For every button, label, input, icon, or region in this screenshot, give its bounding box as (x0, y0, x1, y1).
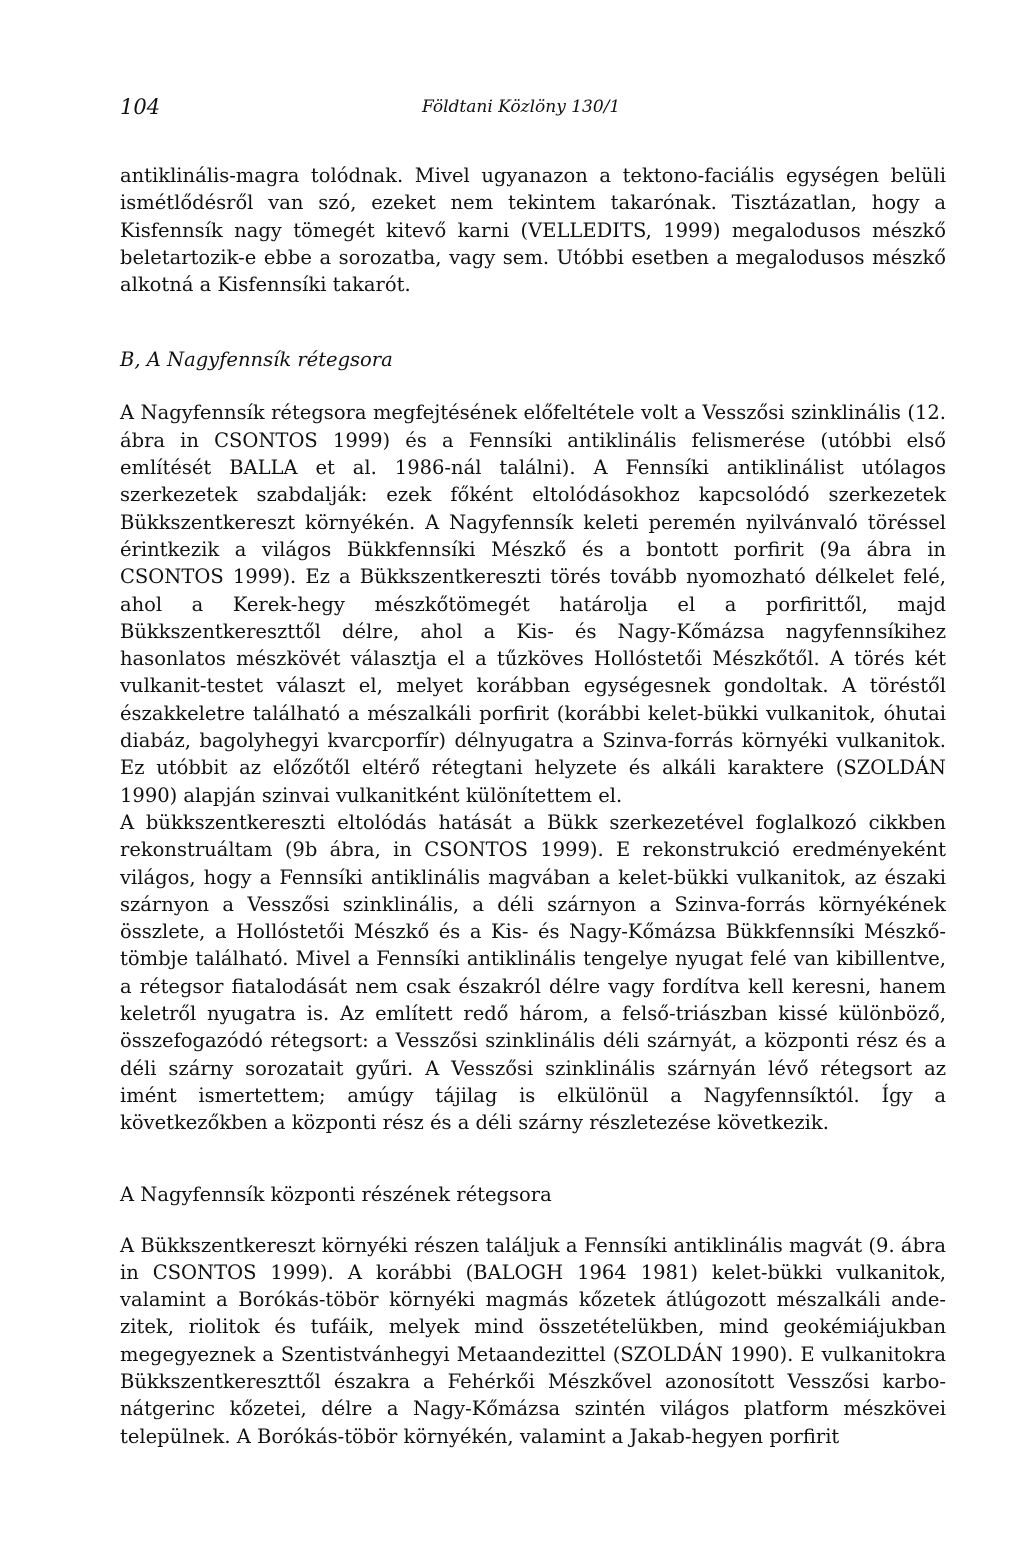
journal-title: Földtani Közlöny 130/1 (422, 97, 621, 117)
section-heading-b: B, A Nagyfennsík rétegsora (120, 348, 393, 372)
body-text (120, 162, 946, 1450)
page-number: 104 (120, 95, 161, 119)
paragraph-2: A Nagyfennsík rétegsora megfejtésének előfeltétele volt a Vesszősi szinklinális (12. ábra in CSONTOS 1999) és a Fennsíki antiklinális felismerése (utóbbi első említését BALLA et al. 1986-nál találni). A Fennsíki antiklinálist utólagos szerkezetek szabdalják: ezek főként eltolódásokhoz kapcsolódó szerkezetek Bükkszentkereszt környékén. A Nagyfennsík keleti peremén nyilvánvaló töréssel érintkezik a világos Bükkfennsíki Mészkő és a bontott porfirit (9a ábra in CSONTOS 1999). Ez a Bükkszentkereszti törés tovább nyomozható délkelet felé, ahol a Kerek-hegy mészkőtömegét határolja el a porfirittől, majd Bükkszentkereszttől délre, ahol a Kis- és Nagy-Kőmázsa nagyfennsíkihez hasonlatos mészkövét választja el a tűzköves Hollóstetői Mészkőtől. A törés két vulkanit-testet választ el, melyet korábban egységesnek gondoltak. A töréstől északkeletre található a mészalkáli porfirit (korábbi kelet-bükki vulkanitok, óhutai diabáz, bagolyhegyi kvarcporfír) délnyugatra a Szinva-forrás környéki vulkanitok. Ez utóbbit az előzőtől eltérő rétegtani helyzete és alkáli karaktere (SZOLDÁN 1990) alapján szinvai vulkanitként különítettem el. (120, 401, 946, 807)
paragraph-3: A bükkszentkereszti eltolódás hatását a Bükk szerkezetével foglalkozó cikkben rekonstruáltam (9b ábra, in CSONTOS 1999). E rekonstrukció eredményeként világos, hogy a Fennsíki antiklinális magvában a kelet-bükki vulkanitok, az északi szárnyon a Vesszősi szinklinális, a déli szárnyon a Szinva-forrás környékének összlete, a Hollóstetői Mészkő és a Kis- és Nagy-Kőmázsa Bükkfennsíki Mészkőtömbje található. Mivel a Fennsíki antiklinális tengelye nyugat felé van kibillentve, a rétegsor fiatalodását nem csak északról délre vagy fordítva kell keresni, hanem keletről nyugatra is. Az említett redő három, a felső-triászban kissé különböző, összefogazódó rétegsort: a Vesszősi szinklinális déli szárnyát, a központi rész és a déli szárny sorozatait gyűri. A Vesszősi szinklinális szárnyán lévő rétegsort az imént ismertettem; amúgy tájilag is elkülönül a Nagyfennsíktól. Így a következőkben a központi rész és a déli szárny részletezése következik. (120, 810, 946, 1135)
section-heading-central: A Nagyfennsík központi részének rétegsora (120, 1182, 552, 1206)
running-head (120, 95, 946, 127)
paragraph-4: A Bükkszentkereszt környéki részen találjuk a Fennsíki antiklinális magvát (9. ábra in CSONTOS 1999). A korábbi (BALOGH 1964 1981) kelet-bükki vulkanitok, valamint a Borókás-töbör környéki magmás kőzetek átlúgozott mészalkáli andezitek, riolitok és tufáik, melyek mind összetételükben, mind geokémiájukban megegyeznek a Szentistvánhegyi Metaandezittel (SZOLDÁN 1990). E vulkanitokra Bükkszentkereszttől északra a Fehérkői Mészkővel azonosított Vesszősi karbonátgerinc kőzetei, délre a Nagy-Kőmázsa szintén világos platform mészkövei települnek. A Borókás-töbör környékén, valamint a Jakab-hegyen porfirit (120, 1233, 946, 1448)
paragraph-1: antiklinális-magra tolódnak. Mivel ugyanazon a tektono-faciális egységen belüli ismétlődésről van szó, ezeket nem tekintem takarónak. Tisztázatlan, hogy a Kisfennsík nagy tömegét kitevő karni (VELLEDITS, 1999) megalodusos mészkő beletartozik-e ebbe a sorozatba, vagy sem. Utóbbi esetben a megalodusos mészkő alkotná a Kisfennsíki takarót. (120, 164, 946, 297)
journal-page (120, 95, 946, 1450)
